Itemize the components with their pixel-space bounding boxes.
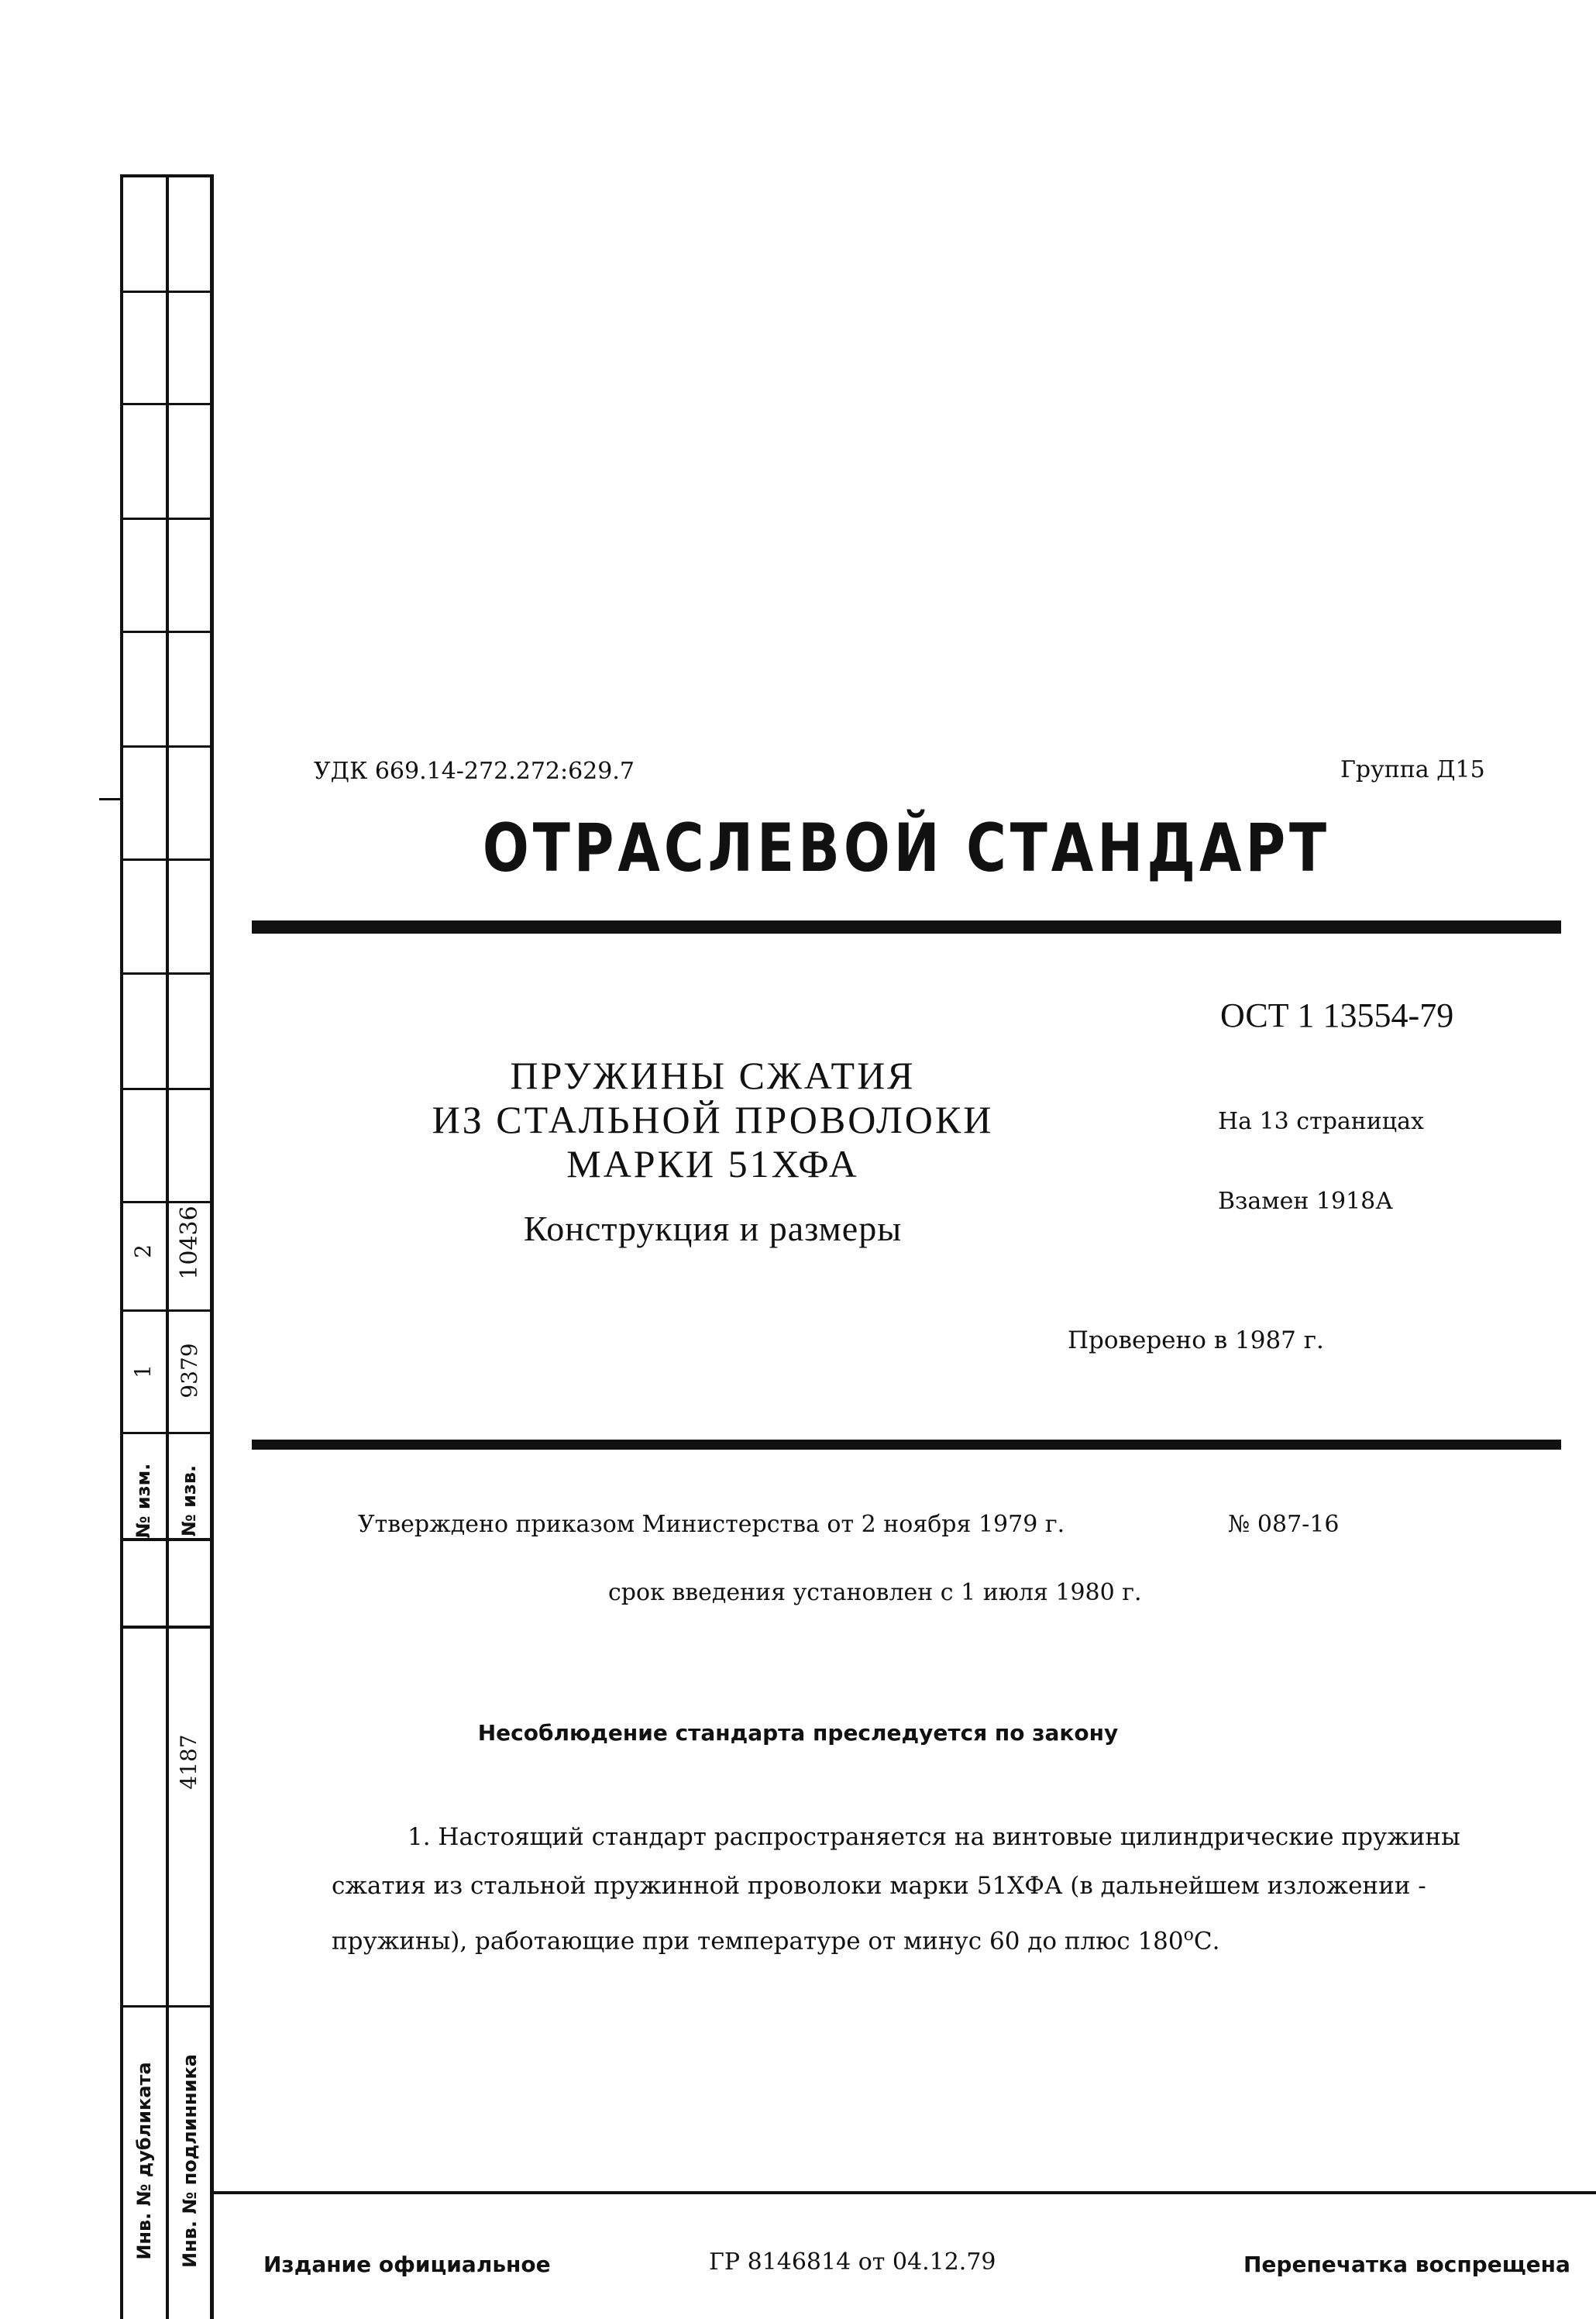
order-number: № 087-16 xyxy=(1228,1511,1340,1538)
standard-name-line-1: ПРУЖИНЫ СЖАТИЯ xyxy=(510,1054,916,1097)
document-title: ОТРАСЛЕВОЙ СТАНДАРТ xyxy=(482,810,1331,887)
registration-number: ГР 8146814 от 04.12.79 xyxy=(709,2248,996,2276)
paragraph-1 xyxy=(332,1813,1525,1966)
edition-note: Издание официальное xyxy=(263,2252,551,2277)
reprint-note: Перепечатка воспрещена xyxy=(1243,2252,1570,2277)
margin-row-line xyxy=(120,631,213,633)
standard-name-block xyxy=(403,1054,1023,1249)
change-label: № изм. xyxy=(132,1463,154,1539)
notice-number-1: 9379 xyxy=(177,1343,202,1399)
footer-rule xyxy=(214,2191,1596,2194)
notice-number-2: 10436 xyxy=(176,1206,203,1280)
margin-row-line xyxy=(120,1432,213,1434)
udk-code: УДК 669.14-272.272:629.7 xyxy=(314,758,635,785)
standard-number: ОСТ 1 13554-79 xyxy=(1220,996,1454,1034)
paragraph-1-line-3 xyxy=(332,1911,1525,1966)
margin-row-line xyxy=(120,1309,213,1312)
original-inventory-number: 4187 xyxy=(176,1734,201,1790)
paragraph-1-line-1-text: 1. Настоящий стандарт распространяется на винтовые цилиндрические пружины xyxy=(408,1823,1460,1851)
margin-tick xyxy=(99,798,121,800)
change-number-2: 2 xyxy=(130,1244,156,1258)
approval-text: Утверждено приказом Министерства от 2 ноября 1979 г. xyxy=(358,1511,1065,1538)
title-rule-bottom xyxy=(252,1440,1561,1450)
paragraph-1-line-1 xyxy=(332,1813,1525,1862)
margin-row-line xyxy=(120,174,213,177)
paragraph-1-line-2: сжатия из стальной пружинной проволоки марки 51ХФА (в дальнейшем изложении - xyxy=(332,1872,1426,1900)
introduction-date: срок введения установлен с 1 июля 1980 г. xyxy=(608,1579,1142,1606)
title-rule-top xyxy=(252,920,1561,934)
degree-sign: о xyxy=(1183,1925,1194,1945)
margin-row-line xyxy=(120,972,213,975)
page-count: На 13 страницах xyxy=(1218,1108,1424,1135)
margin-row-line xyxy=(120,403,213,405)
standard-name-line-3: МАРКИ 51ХФА xyxy=(566,1142,859,1185)
margin-row-line xyxy=(120,858,213,861)
margin-row-line xyxy=(120,291,213,293)
group-code: Группа Д15 xyxy=(1340,756,1485,783)
margin-row-line xyxy=(120,518,213,520)
standard-subtitle: Конструкция и размеры xyxy=(523,1209,903,1248)
law-note: Несоблюдение стандарта преследуется по закону xyxy=(477,1720,1119,1746)
paragraph-1-line-3-end: С. xyxy=(1193,1927,1220,1956)
checked-note: Проверено в 1987 г. xyxy=(1068,1326,1324,1354)
duplicate-inventory-label: Инв. № дубликата xyxy=(133,2062,155,2260)
replaces-note: Взамен 1918А xyxy=(1218,1188,1393,1215)
standard-name-line-2: ИЗ СТАЛЬНОЙ ПРОВОЛОКИ xyxy=(432,1098,994,1141)
margin-row-line xyxy=(120,1626,213,1629)
margin-row-line xyxy=(120,1088,213,1090)
margin-row-line xyxy=(120,2005,213,2008)
margin-row-line xyxy=(120,745,213,748)
paragraph-1-line-3-text: пружины), работающие при температуре от минус 60 до плюс 180 xyxy=(332,1927,1184,1956)
notice-label: № изв. xyxy=(178,1464,200,1537)
original-inventory-label: Инв. № подлинника xyxy=(179,2054,201,2268)
change-number-1: 1 xyxy=(130,1364,156,1378)
